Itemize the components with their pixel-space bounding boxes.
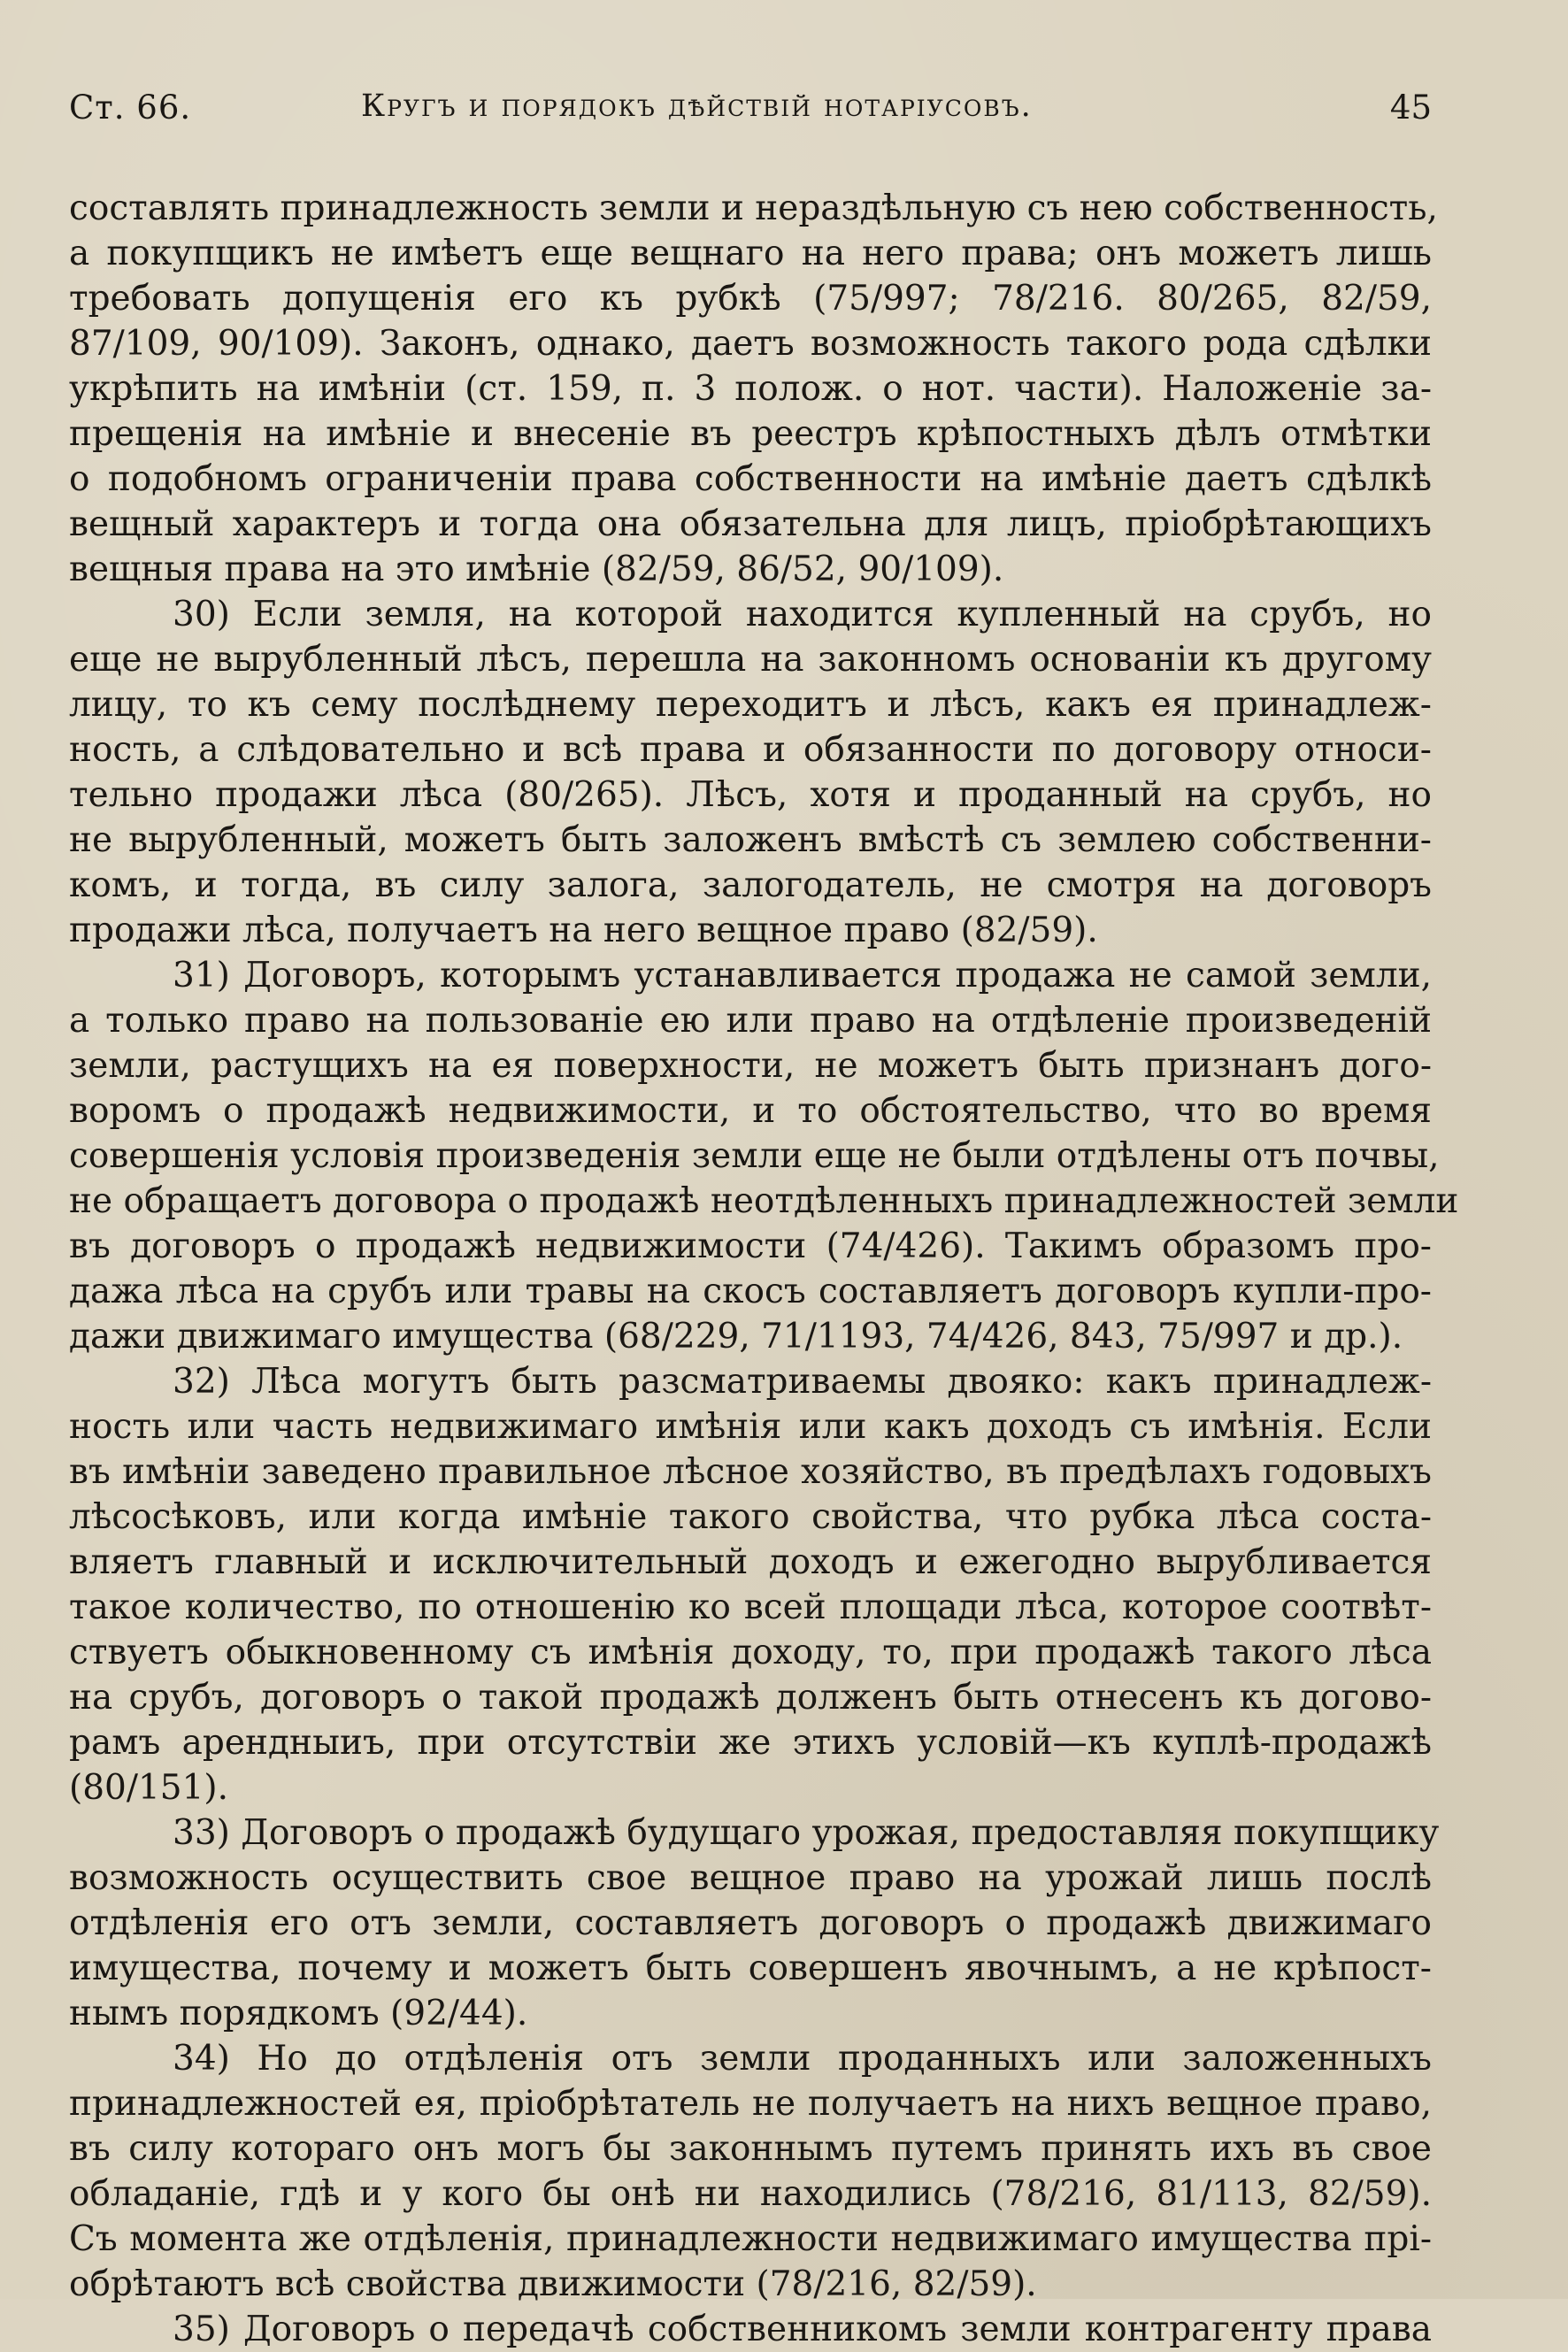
text-line: еще не вырубленный лѣсъ, перешла на законномъ основаніи къ другому: [69, 640, 1432, 680]
text-line: о подобномъ ограниченіи права собственности на имѣніе даетъ сдѣлкѣ: [69, 459, 1432, 499]
text-line: требовать допущенія его къ рубкѣ (75/997; 78/216. 80/265, 82/59,: [69, 279, 1432, 319]
text-line: составлять принадлежность земли и нераздѣльную съ нею собственность,: [69, 188, 1438, 228]
text-line: 31) Договоръ, которымъ устанавливается продажа не самой земли,: [173, 956, 1432, 995]
running-header: [69, 88, 1432, 142]
text-line: 30) Если земля, на которой находится купленный на срубъ, но: [173, 595, 1432, 634]
text-line: не вырубленный, можетъ быть заложенъ вмѣстѣ съ землею собственни-: [69, 820, 1432, 860]
text-line: въ силу котораго онъ могъ бы законнымъ путемъ принять ихъ въ свое: [69, 2129, 1432, 2169]
text-line: вещныя права на это имѣніе (82/59, 86/52, 90/109).: [69, 550, 1004, 589]
text-line: вляетъ главный и исключительный доходъ и ежегодно вырубливается: [69, 1542, 1432, 1582]
text-line: нымъ порядкомъ (92/44).: [69, 1994, 528, 2033]
text-line: ствуетъ обыкновенному съ имѣнія доходу, то, при продажѣ такого лѣса: [69, 1633, 1432, 1672]
text-line: комъ, и тогда, въ силу залога, залогодатель, не смотря на договоръ: [69, 865, 1432, 905]
text-line: продажи лѣса, получаетъ на него вещное право (82/59).: [69, 911, 1098, 950]
text-line: воромъ о продажѣ недвижимости, и то обстоятельство, что во время: [69, 1091, 1432, 1131]
text-line: ность или часть недвижимаго имѣнія или какъ доходъ съ имѣнія. Если: [69, 1407, 1432, 1447]
text-line: 35) Договоръ о передачѣ собственникомъ земли контрагенту права: [173, 2310, 1432, 2349]
text-line: не обращаетъ договора о продажѣ неотдѣленныхъ принадлежностей земли: [69, 1181, 1459, 1221]
text-line: ность, а слѣдовательно и всѣ права и обязанности по договору относи-: [69, 730, 1432, 770]
text-line: отдѣленія его отъ земли, составляетъ договоръ о продажѣ движимаго: [69, 1903, 1432, 1943]
text-line: обрѣтаютъ всѣ свойства движимости (78/216, 82/59).: [69, 2264, 1037, 2304]
text-line: вещный характеръ и тогда она обязательна для лицъ, пріобрѣтающихъ: [69, 504, 1432, 544]
text-line: прещенія на имѣніе и внесеніе въ реестръ крѣпостныхъ дѣлъ отмѣтки: [69, 414, 1432, 454]
text-line: 32) Лѣса могутъ быть разсматриваемы двояко: какъ принадлеж-: [173, 1362, 1432, 1402]
text-line: тельно продажи лѣса (80/265). Лѣсъ, хотя и проданный на срубъ, но: [69, 775, 1432, 815]
text-line: 33) Договоръ о продажѣ будущаго урожая, предоставляя покупщику: [173, 1813, 1440, 1853]
page-number: 45: [1389, 88, 1432, 127]
text-line: земли, растущихъ на ея поверхности, не можетъ быть признанъ дого-: [69, 1046, 1432, 1086]
text-line: 34) Но до отдѣленія отъ земли проданныхъ или заложенныхъ: [173, 2039, 1432, 2079]
text-line: а только право на пользованіе ею или право на отдѣленіе произведеній: [69, 1001, 1432, 1041]
text-line: обладаніе, гдѣ и у кого бы онѣ ни находились (78/216, 81/113, 82/59).: [69, 2174, 1432, 2214]
text-line: въ имѣніи заведено правильное лѣсное хозяйство, въ предѣлахъ годовыхъ: [69, 1452, 1432, 1492]
text-line: рамъ арендныиъ, при отсутствіи же этихъ условій—къ куплѣ-продажѣ: [69, 1723, 1432, 1763]
text-line: имущества, почему и можетъ быть совершенъ явочнымъ, а не крѣпост-: [69, 1948, 1432, 1988]
article-reference: Ст. 66.: [69, 88, 192, 127]
body-text: [69, 186, 1459, 2352]
text-line: совершенія условія произведенія земли еще не были отдѣлены отъ почвы,: [69, 1136, 1440, 1176]
text-line: Съ момента же отдѣленія, принадлежности недвижимаго имущества прі-: [69, 2219, 1432, 2259]
text-line: принадлежностей ея, пріобрѣтатель не получаетъ на нихъ вещное право,: [69, 2084, 1432, 2124]
text-line: на срубъ, договоръ о такой продажѣ долженъ быть отнесенъ къ догово-: [69, 1678, 1432, 1718]
text-line: лицу, то къ сему послѣднему переходитъ и лѣсъ, какъ ея принадлеж-: [69, 685, 1432, 725]
text-line: дажи движимаго имущества (68/229, 71/1193, 74/426, 843, 75/997 и др.).: [69, 1317, 1403, 1357]
text-line: такое количество, по отношенію ко всей площади лѣса, которое соотвѣт-: [69, 1587, 1432, 1627]
text-line: а покупщикъ не имѣетъ еще вещнаго на него права; онъ можетъ лишь: [69, 234, 1432, 273]
text-line: дажа лѣса на срубъ или травы на скосъ составляетъ договоръ купли-про-: [69, 1272, 1432, 1311]
text-line: въ договоръ о продажѣ недвижимости (74/426). Такимъ образомъ про-: [69, 1226, 1432, 1266]
text-line: (80/151).: [69, 1768, 229, 1808]
running-title: Кругъ и порядокъ дѣйствій нотаріусовъ.: [361, 88, 1033, 124]
text-line: лѣсосѣковъ, или когда имѣніе такого свойства, что рубка лѣса соста-: [69, 1497, 1432, 1537]
text-line: укрѣпить на имѣніи (ст. 159, п. 3 полож. о нот. части). Наложеніе за-: [69, 369, 1432, 409]
text-line: 87/109, 90/109). Законъ, однако, даетъ возможность такого рода сдѣлки: [69, 324, 1432, 364]
text-line: возможность осуществить свое вещное право на урожай лишь послѣ: [69, 1858, 1432, 1898]
